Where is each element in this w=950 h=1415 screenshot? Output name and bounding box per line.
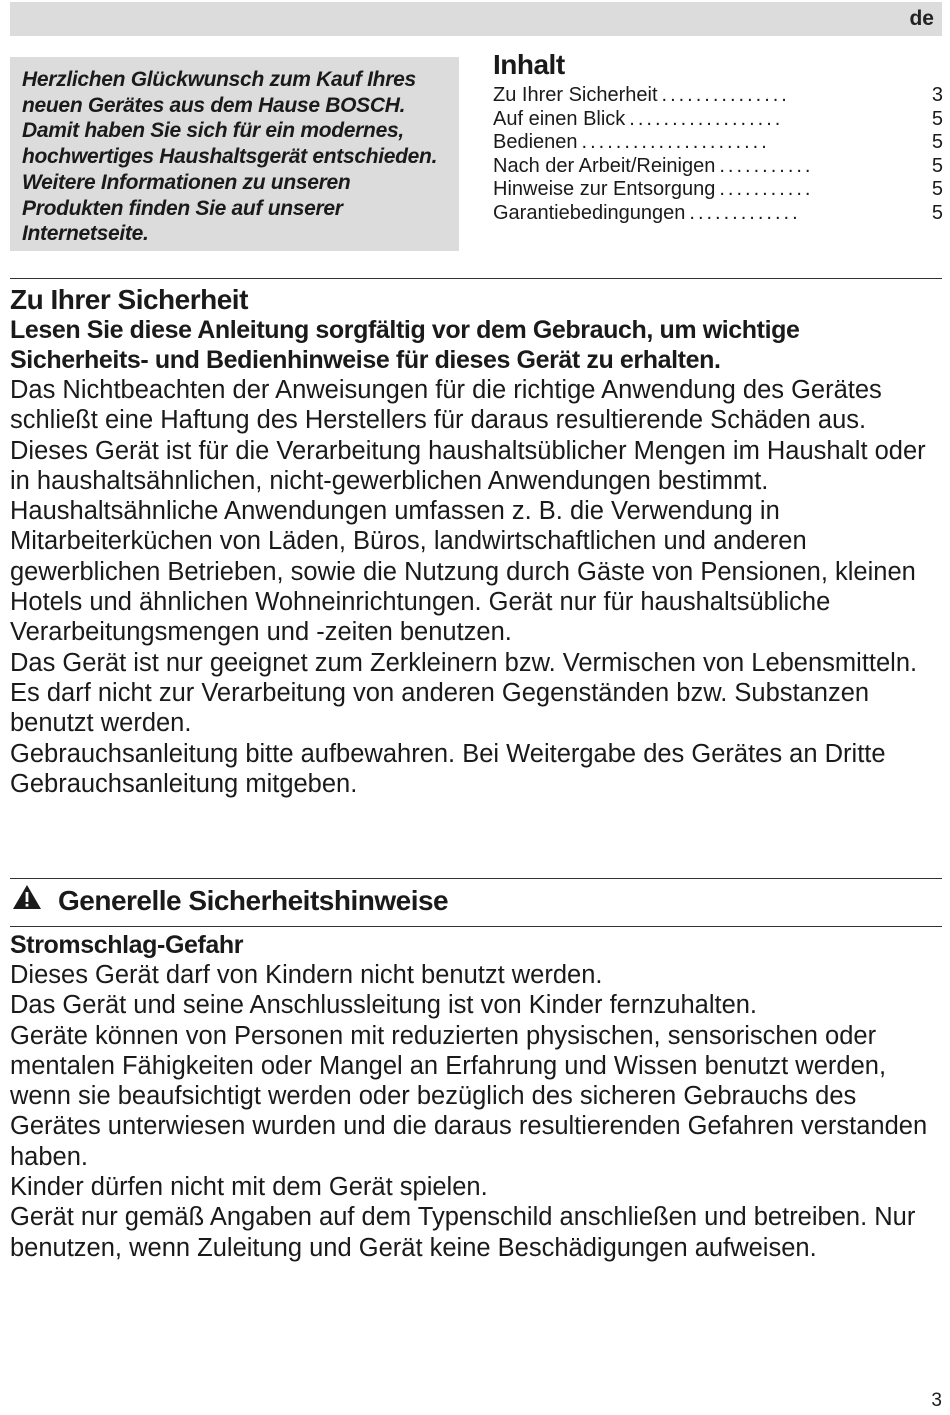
paragraph: Gebrauchsanleitung bitte aufbewahren. Bei Weitergabe des Gerätes an Dritte Gebrauchsanleitung mitgeben. (10, 739, 886, 798)
warning-triangle-icon (10, 884, 58, 918)
toc-item-page: 3 (931, 84, 943, 106)
general-safety-title: Generelle Sicherheitshinweise (58, 885, 449, 916)
paragraph: Gerät nur gemäß Angaben auf dem Typenschild anschließen und betreiben. Nur benutzen, wenn Zuleitung und Gerät keine Beschädigungen aufweisen. (10, 1203, 916, 1262)
language-bar (10, 2, 942, 36)
toc-item[interactable] (493, 155, 943, 179)
toc-item-label: Hinweise zur Entsorgung (493, 178, 716, 201)
toc-item-page: 5 (931, 107, 943, 130)
toc-item-label: Nach der Arbeit/Reinigen (493, 154, 716, 177)
toc-item[interactable] (493, 178, 943, 202)
toc-item-label: Zu Ihrer Sicherheit (493, 84, 658, 106)
safety-body (10, 375, 942, 799)
general-safety-heading (10, 884, 942, 918)
section-divider (10, 278, 942, 279)
safety-lead: Lesen Sie diese Anleitung sorgfältig vor dem Gebrauch, um wichtige Sicherheits- und Bedienhinweise für dieses Gerät zu erhalten. (10, 316, 800, 374)
paragraph: Dieses Gerät ist für die Verarbeitung haushaltsüblicher Mengen im Haushalt oder in haushaltsähnlichen, nicht-gewerblichen Anwendungen bestimmt. Haushaltsähnliche Anwendungen umfassen z. B. die Verwendung in Mitarbeiterküchen von Läden, Büros, landwirtschaftlichen und anderen gewerblichen Betrieben, sowie die Nutzung durch Gäste von Pensionen, kleinen Hotels und ähnlichen Wohneinrichtungen. Gerät nur für haushaltsübliche Verarbeitungsmengen und -zeiten benutzen. (10, 436, 926, 647)
toc-item-label: Auf einen Blick (493, 107, 626, 130)
toc-item-page: 5 (931, 201, 943, 224)
toc-item[interactable] (493, 131, 943, 155)
toc-item-page: 5 (931, 154, 943, 177)
toc-leader-dots: ........... (719, 178, 814, 201)
table-of-contents (493, 48, 943, 226)
toc-item-label: Garantiebedingungen (493, 201, 686, 224)
toc-item[interactable] (493, 108, 943, 132)
toc-leader-dots: .................. (629, 107, 784, 130)
toc-item-page: 5 (931, 178, 943, 201)
paragraph: Das Nichtbeachten der Anweisungen für die richtige Anwendung des Gerätes schließt eine Haftung des Herstellers für daraus resultierende Schäden aus. (10, 376, 882, 435)
toc-title: Inhalt (493, 49, 565, 80)
toc-leader-dots: ...................... (581, 131, 770, 154)
paragraph: Geräte können von Personen mit reduzierten physischen, sensorischen oder mentalen Fähigkeiten oder Mangel an Erfahrung und Wissen benutzt werden, wenn sie beaufsichtigt werden oder bezüglich des sicheren Gebrauchs des Gerätes unterwiesen wurden und die daraus resultierenden Gefahren verstanden haben. (10, 1021, 928, 1171)
toc-leader-dots: ............... (661, 84, 790, 106)
paragraph: Das Gerät ist nur geeignet zum Zerkleinern bzw. Vermischen von Lebensmitteln. Es darf nicht zur Verarbeitung von anderen Gegenständen bzw. Substanzen benutzt werden. (10, 648, 918, 738)
intro-box (10, 57, 459, 251)
language-code: de (909, 7, 934, 30)
safety-section (10, 285, 942, 799)
page-number: 3 (931, 1390, 942, 1411)
section-divider (10, 926, 942, 927)
toc-item[interactable] (493, 84, 943, 108)
intro-text: Herzlichen Glückwunsch zum Kauf Ihres neuen Gerätes aus dem Hause BOSCH. Damit haben Sie sich für ein modernes, hochwertiges Haushaltsgerät entschieden. Weitere Informationen zu unseren Produkten finden Sie auf unserer Internetseite. (22, 68, 438, 246)
electric-shock-title: Stromschlag-Gefahr (10, 931, 244, 959)
section-divider (10, 878, 942, 879)
paragraph: Kinder dürfen nicht mit dem Gerät spielen. (10, 1173, 488, 1202)
toc-leader-dots: ............. (689, 201, 801, 224)
toc-item-label: Bedienen (493, 131, 578, 154)
paragraph: Das Gerät und seine Anschlussleitung ist von Kinder fernzuhalten. (10, 991, 758, 1020)
toc-item[interactable] (493, 202, 943, 226)
toc-leader-dots: ........... (719, 154, 814, 177)
electric-shock-section (10, 930, 942, 1263)
paragraph: Dieses Gerät darf von Kindern nicht benutzt werden. (10, 961, 603, 989)
safety-title: Zu Ihrer Sicherheit (10, 284, 248, 315)
electric-shock-body (10, 960, 942, 1263)
toc-item-page: 5 (931, 131, 943, 154)
